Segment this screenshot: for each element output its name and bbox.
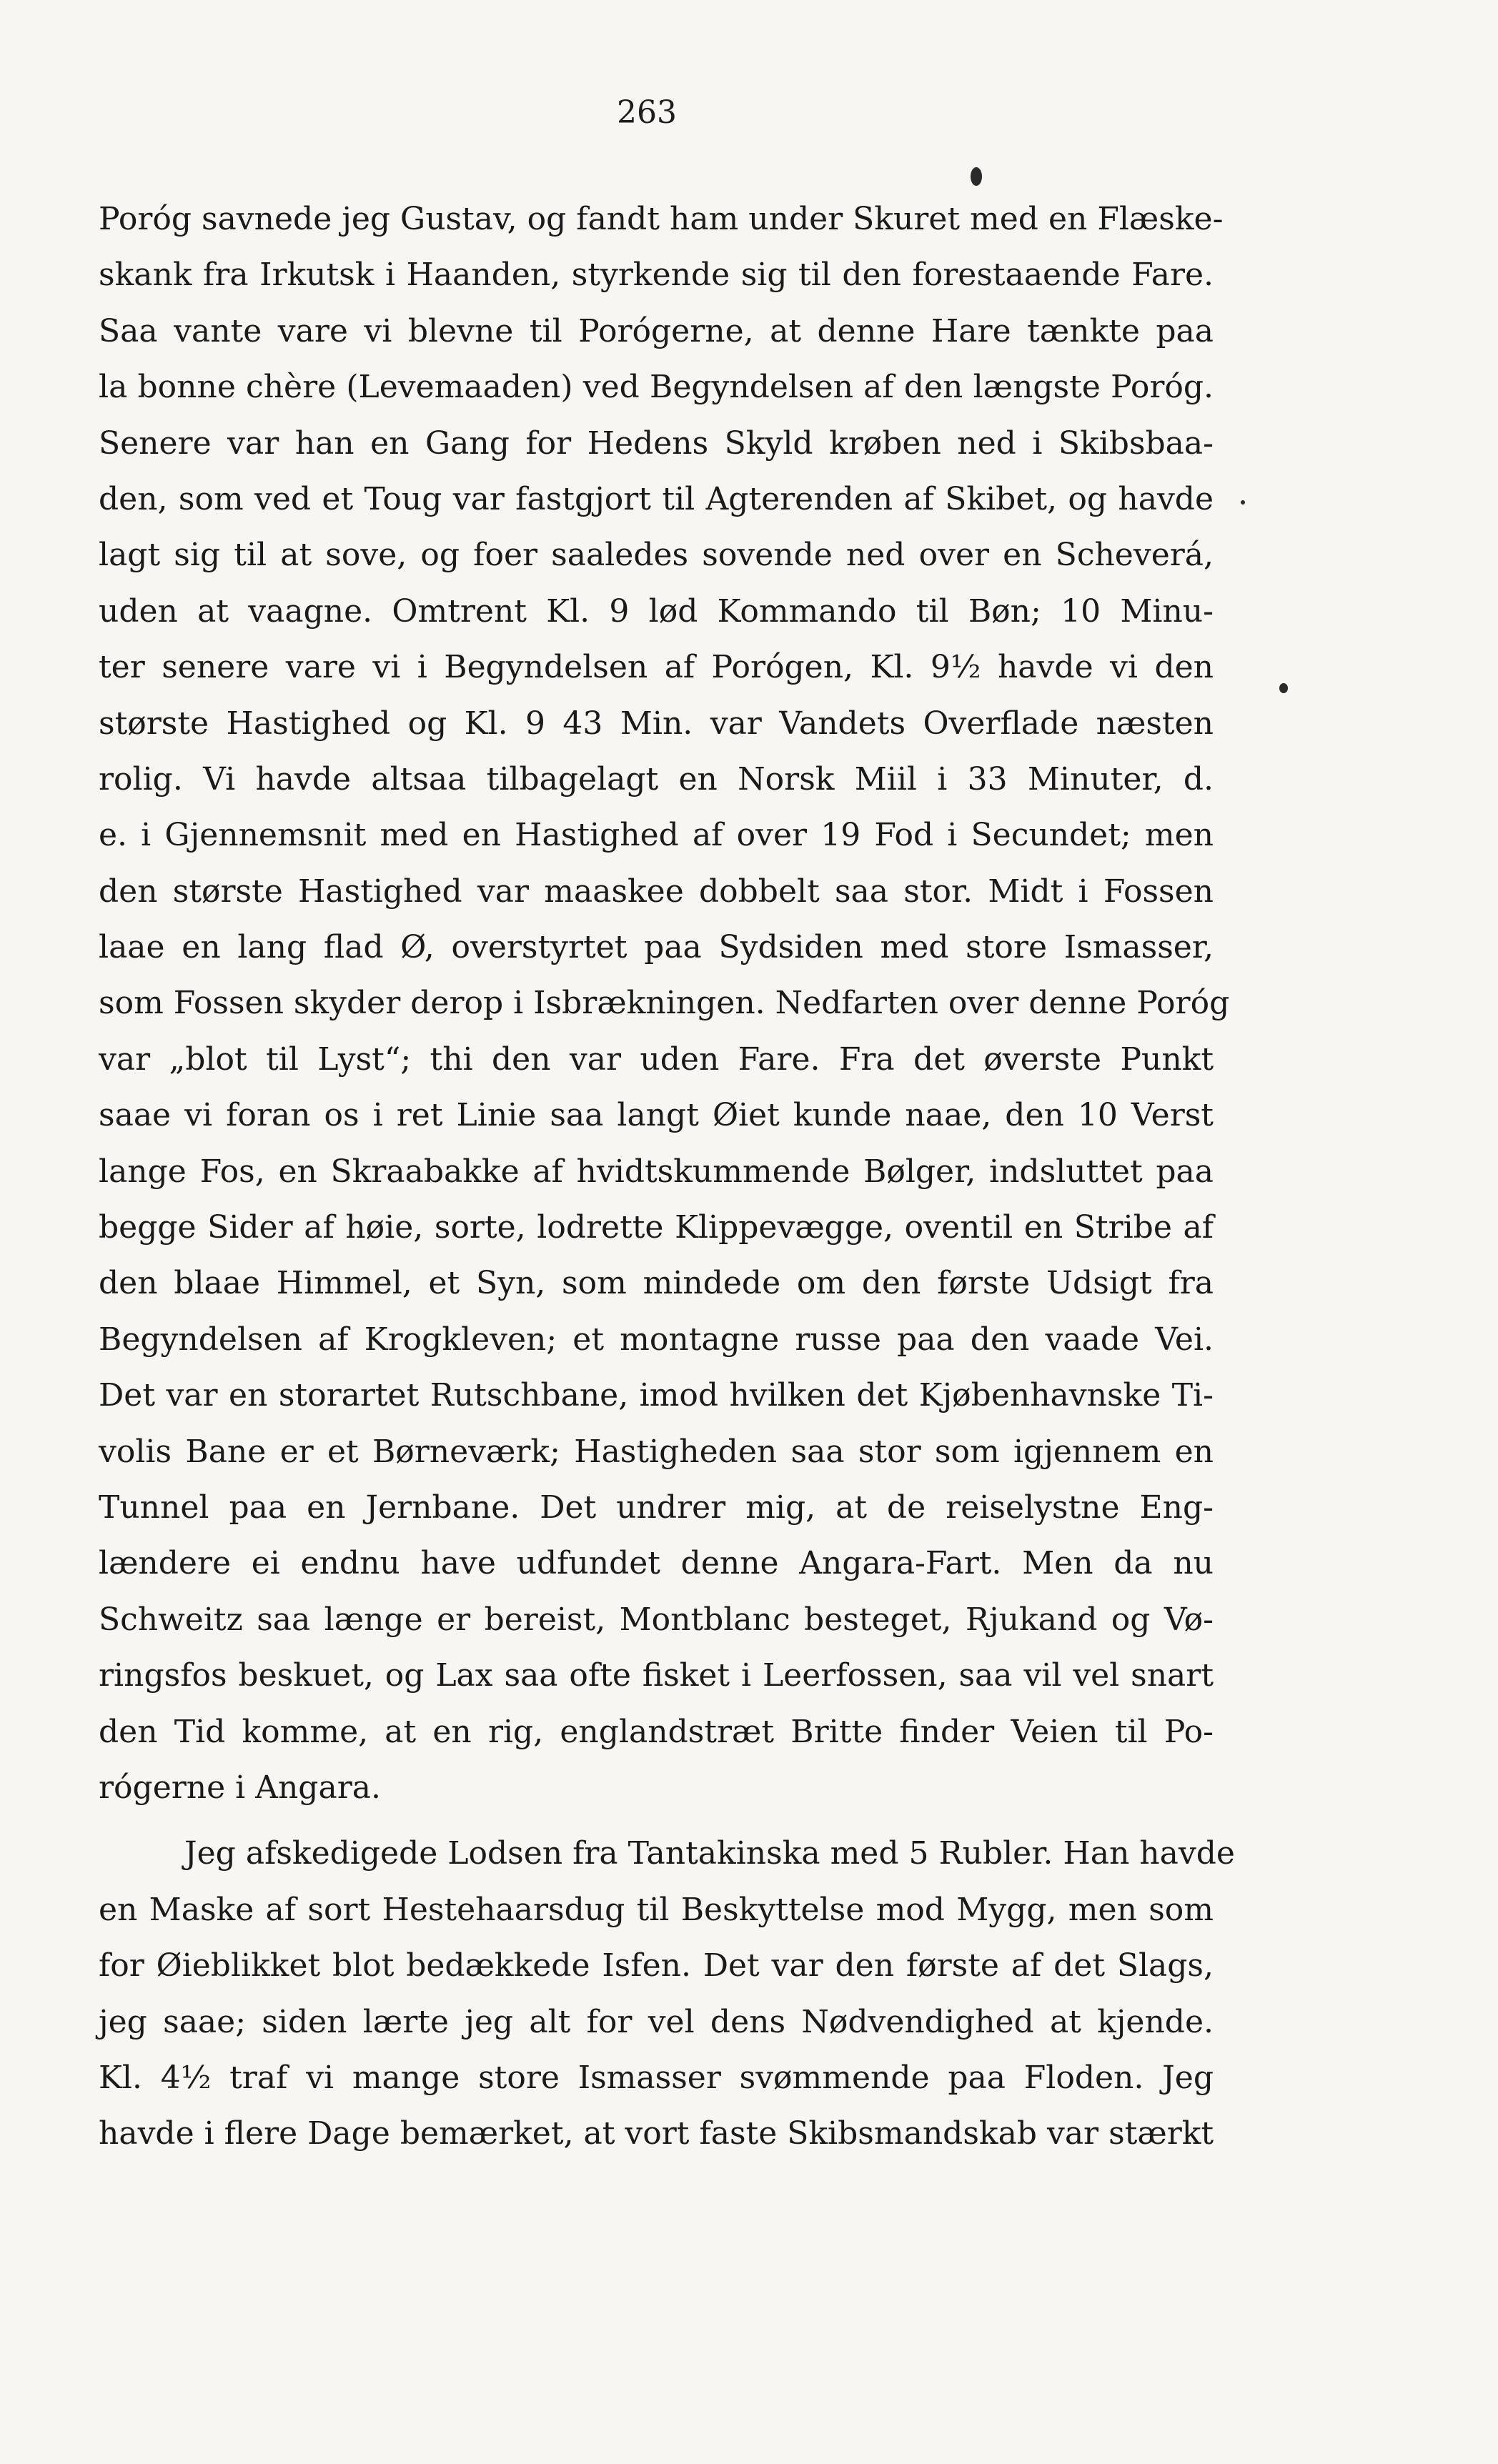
text-line: den Tid komme, at en rig, englandstræt Britte finder Veien til Po- — [99, 1713, 1214, 1750]
text-line: ringsfos beskuet, og Lax saa ofte fisket i Leerfossen, saa vil vel snart — [99, 1657, 1214, 1694]
text-line: uden at vaagne. Omtrent Kl. 9 lød Kommando til Bøn; 10 Minu- — [99, 592, 1214, 630]
text-line: Det var en storartet Rutschbane, imod hvilken det Kjøbenhavnske Ti- — [99, 1377, 1214, 1414]
paragraph-2 — [99, 1826, 1235, 2162]
text-line: Kl. 4½ traf vi mange store Ismasser svømmende paa Floden. Jeg — [99, 2059, 1214, 2096]
text-line: Tunnel paa en Jernbane. Det undrer mig, at de reiselystne Eng- — [99, 1489, 1214, 1526]
text-line: volis Bane er et Børneværk; Hastigheden saa stor som igjennem en — [99, 1433, 1214, 1470]
ink-speck — [971, 167, 982, 186]
text-line: var „blot til Lyst“; thi den var uden Fare. Fra det øverste Punkt — [99, 1040, 1214, 1078]
text-line: Saa vante vare vi blevne til Porógerne, at denne Hare tænkte paa — [99, 312, 1214, 349]
text-line: den største Hastighed var maaskee dobbelt saa stor. Midt i Fossen — [99, 873, 1214, 910]
text-line: Jeg afskedigede Lodsen fra Tantakinska med 5 Rubler. Han havde — [184, 1835, 1235, 1872]
text-line: laae en lang flad Ø, overstyrtet paa Sydsiden med store Ismasser, — [99, 929, 1214, 966]
text-line: saae vi foran os i ret Linie saa langt Øiet kunde naae, den 10 Verst — [99, 1097, 1214, 1134]
text-line: Poróg savnede jeg Gustav, og fandt ham under Skuret med en Flæske- — [99, 201, 1224, 237]
text-line: rógerne i Angara. — [99, 1769, 381, 1806]
text-line: den blaae Himmel, et Syn, som mindede om den første Udsigt fra — [99, 1265, 1214, 1302]
text-line: havde i flere Dage bemærket, at vort faste Skibsmandskab var stærkt — [99, 2115, 1214, 2152]
text-line: la bonne chère (Levemaaden) ved Begyndelsen af den længste Poróg. — [99, 369, 1214, 406]
text-line: lagt sig til at sove, og foer saaledes sovende ned over en Scheverá, — [99, 537, 1214, 574]
paragraph-1 — [99, 192, 1230, 1816]
ink-speck — [1241, 500, 1245, 505]
text-line: en Maske af sort Hestehaarsdug til Beskyttelse mod Mygg, men som — [99, 1891, 1214, 1928]
text-line: for Øieblikket blot bedækkede Isfen. Det var den første af det Slags, — [99, 1947, 1214, 1984]
body-text — [99, 192, 1235, 2162]
text-line: Senere var han en Gang for Hedens Skyld krøben ned i Skibsbaa- — [99, 424, 1214, 462]
text-line: største Hastighed og Kl. 9 43 Min. var Vandets Overflade næsten — [99, 705, 1214, 742]
ink-speck — [1279, 683, 1288, 693]
page-number: 263 — [617, 94, 677, 131]
text-line: rolig. Vi havde altsaa tilbagelagt en Norsk Miil i 33 Minuter, d. — [99, 760, 1214, 798]
text-line: Begyndelsen af Krogkleven; et montagne russe paa den vaade Vei. — [99, 1321, 1214, 1358]
text-line: som Fossen skyder derop i Isbrækningen. Nedfarten over denne Poróg — [99, 985, 1230, 1022]
text-line: jeg saae; siden lærte jeg alt for vel dens Nødvendighed at kjende. — [99, 2003, 1214, 2040]
text-line: begge Sider af høie, sorte, lodrette Klippevægge, oventil en Stribe af — [99, 1209, 1214, 1246]
text-line: skank fra Irkutsk i Haanden, styrkende sig til den forestaaende Fare. — [99, 257, 1214, 294]
paragraph-gap — [99, 1816, 1214, 1826]
text-line: e. i Gjennemsnit med en Hastighed af over 19 Fod i Secundet; men — [99, 817, 1214, 854]
text-line: lange Fos, en Skraabakke af hvidtskummende Bølger, indsluttet paa — [99, 1153, 1214, 1190]
text-line: ter senere vare vi i Begyndelsen af Porógen, Kl. 9½ havde vi den — [99, 649, 1214, 686]
text-line: den, som ved et Toug var fastgjort til Agterenden af Skibet, og havde — [99, 480, 1214, 517]
text-line: Schweitz saa længe er bereist, Montblanc besteget, Rjukand og Vø- — [99, 1601, 1214, 1638]
text-line: lændere ei endnu have udfundet denne Angara-Fart. Men da nu — [99, 1545, 1214, 1582]
